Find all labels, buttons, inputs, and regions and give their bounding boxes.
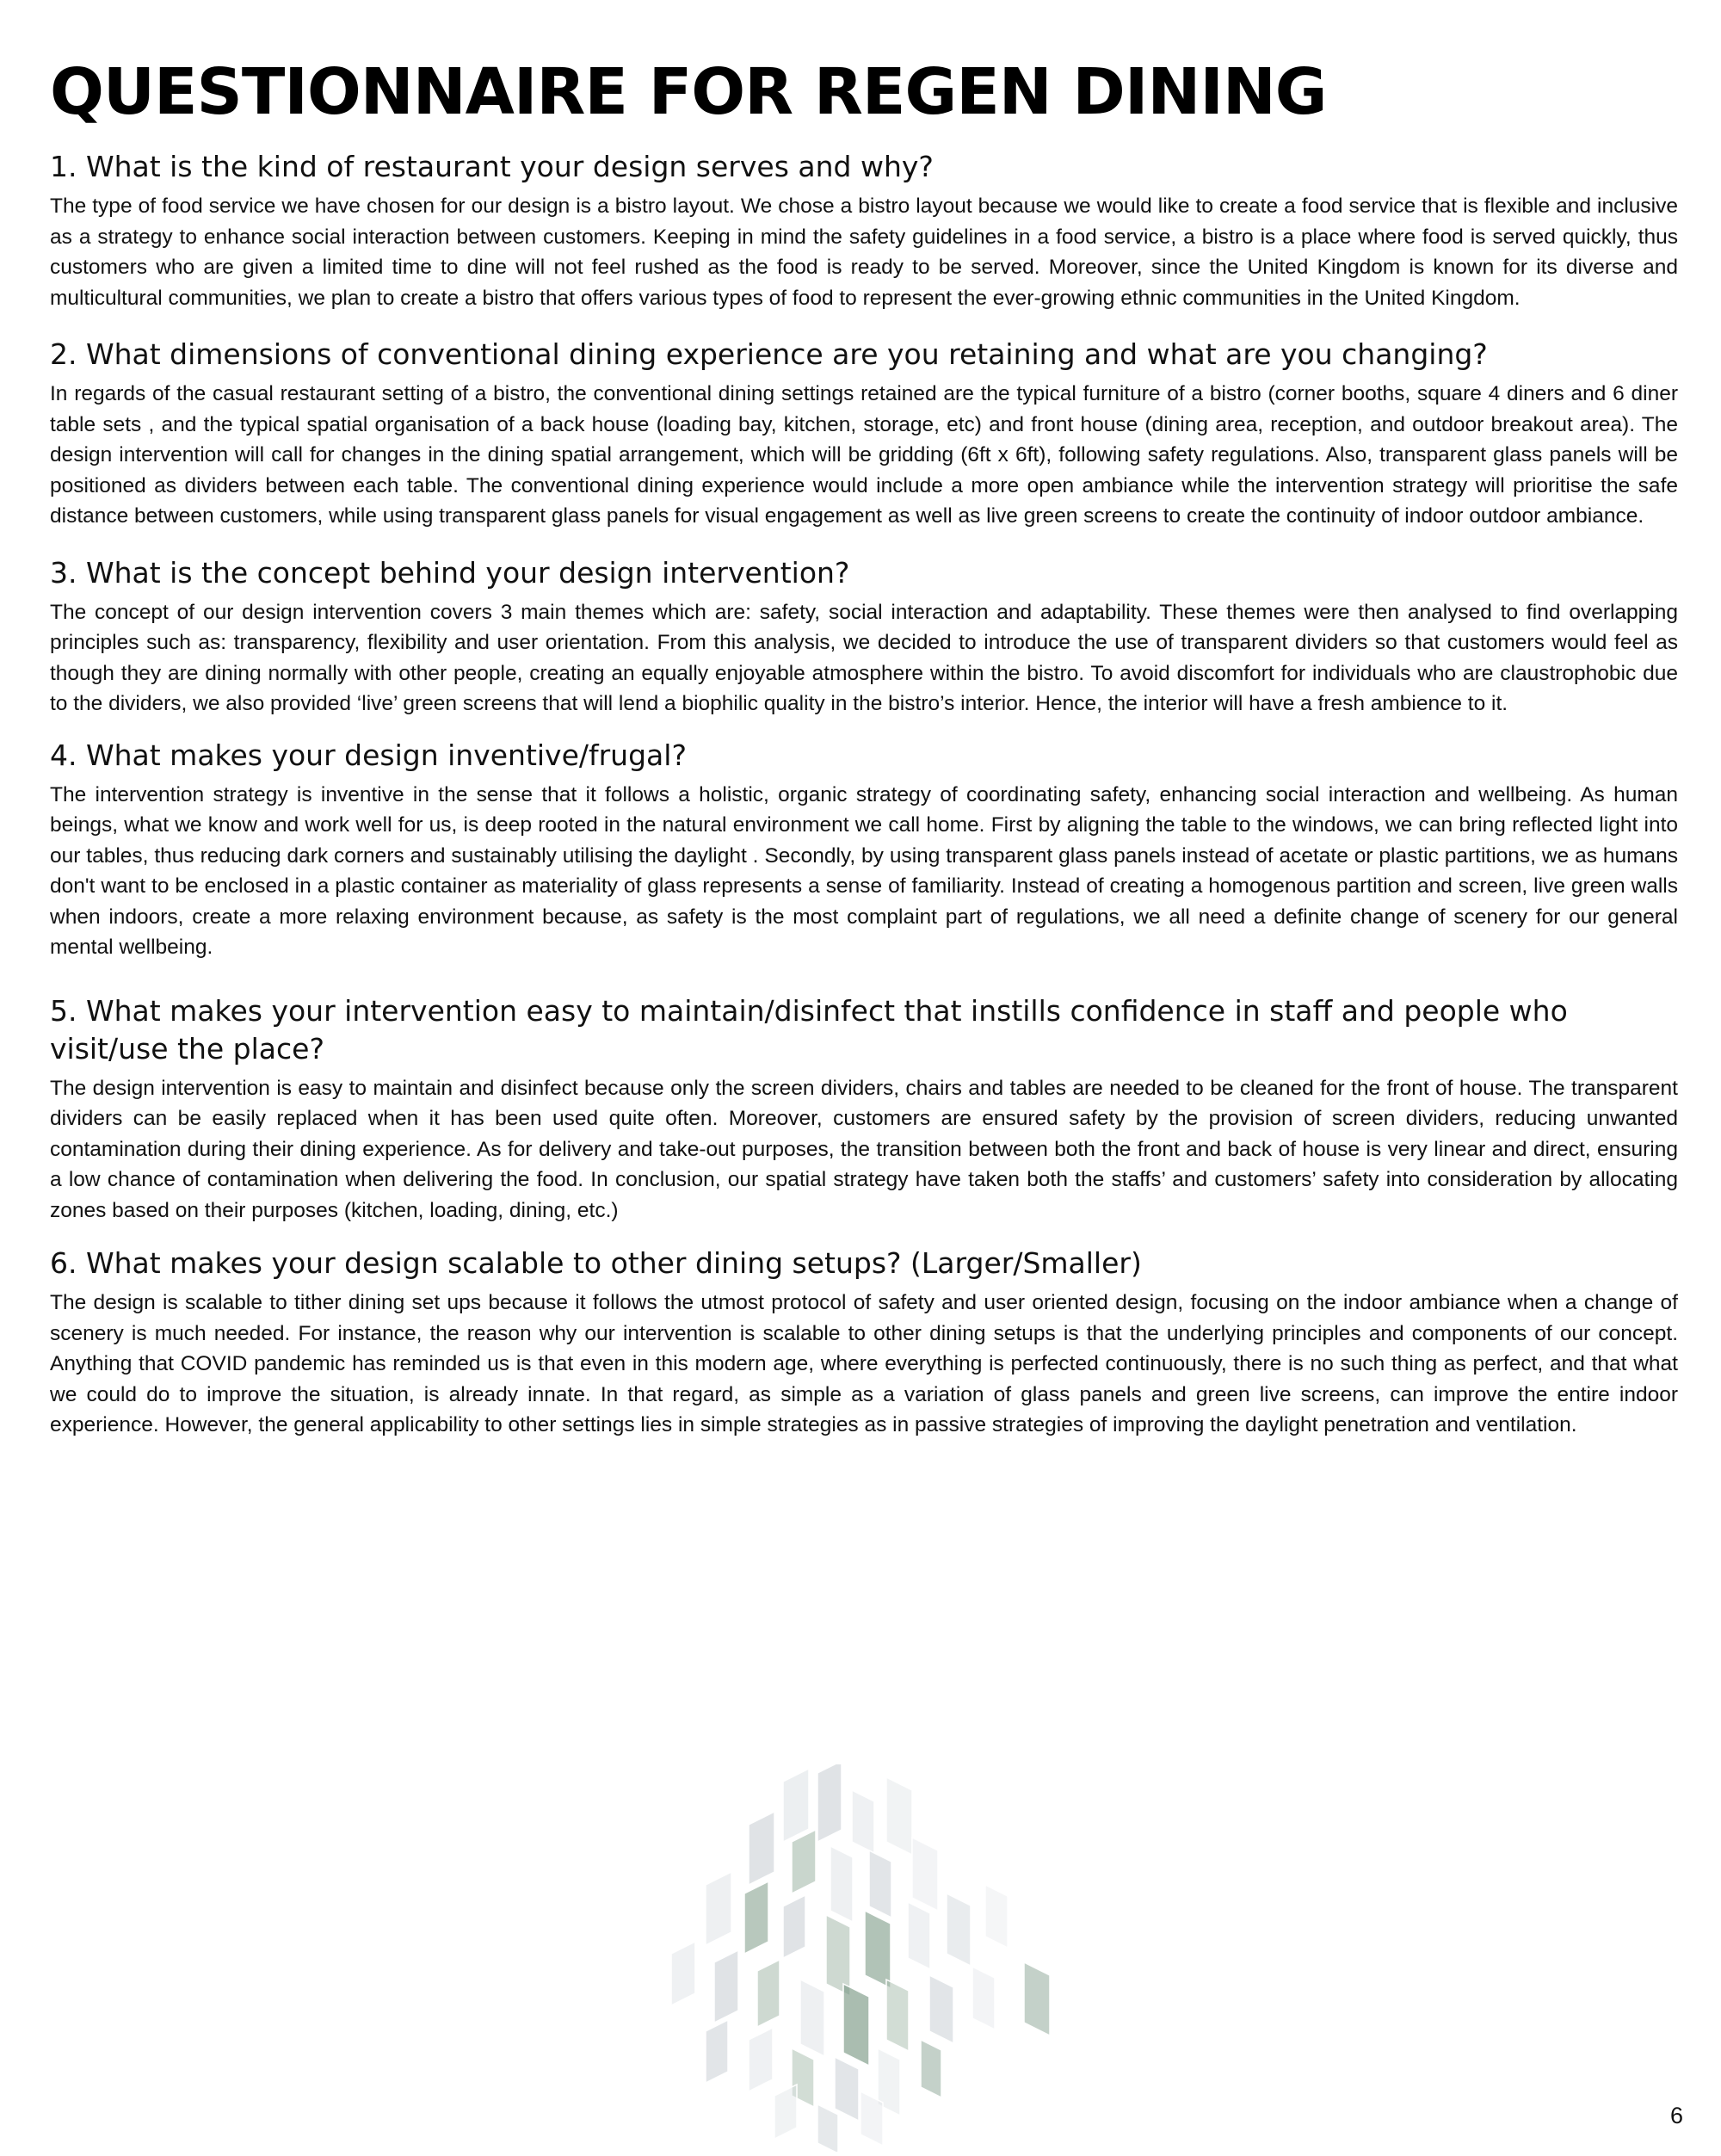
illustration-panel [972,1967,995,2029]
answer-paragraph: The intervention strategy is inventive in the sense that it follows a holistic, organic strategy of coordinating safety, enhancing social interaction and wellbeing. As human beings, what we know and work well for us, is deep rooted in the natural environment we call home. First by aligning the table to the windows, we can bring reflected light into our tables, thus reducing dark corners and sustainably utilising the daylight . Secondly, by using transparent glass panels instead of acetate or plastic partitions, we as humans don't want to be enclosed in a plastic container as materiality of glass represents a sense of familiarity. Instead of creating a homogenous partition and screen, live green walls when indoors, create a more relaxing environment because, as safety is the most complaint part of regulations, we all need a definite change of scenery for our general mental wellbeing. [50,782,1678,959]
illustration-panel [843,1984,869,2066]
illustration-panel [783,1769,809,1842]
question-heading: 5. What makes your intervention easy to maintain/disinfect that instills confidence in staff and people who visit/use the place? [50,993,1568,1066]
illustration-panel [912,1838,938,1911]
illustration-panel [947,1893,971,1966]
illustration-panel [929,1975,953,2043]
answer-paragraph: The design is scalable to tither dining set ups because it follows the utmost protocol of safety and user oriented design, focusing on the indoor ambiance when a change of scenery is much needed. For instance, the reason why our intervention is scalable to other dining setups is that the underlying principles and components of our concept. Anything that COVID pandemic has reminded us is that even in this modern age, where everything is perfected continuously, there is no such thing as perfect, and that what we could do to improve the situation, is already innate. In that regard, as simple as a variation of glass panels and green live screens, can improve the entire indoor experience. However, the general applicability to other settings lies in simple strategies as in passive strategies of improving the daylight penetration and ventilation. [50,1291,1678,1436]
question-section-6 [50,1245,1678,1441]
illustration-panel [749,2028,773,2091]
illustration-panel [817,2104,838,2152]
illustration-panel [671,1942,695,2005]
question-heading: 6. What makes your design scalable to other dining setups? (Larger/Smaller) [50,1246,1142,1280]
illustration-panel [985,1885,1008,1948]
illustration-panel [783,1895,805,1958]
illustration-panel [817,1764,842,1842]
illustration-panel [706,2020,728,2083]
illustration-panel [706,1872,731,1945]
question-heading: 2. What dimensions of conventional dining experience are you retaining and what are you changing? [50,337,1488,371]
question-section-1 [50,148,1678,313]
illustration-panel [749,1812,774,1885]
illustration-panel [774,2085,797,2139]
question-heading: 3. What is the concept behind your design intervention? [50,555,850,590]
question-section-4 [50,737,1678,963]
illustration-panel [908,1902,930,1969]
glass-panel-green-screen-illustration [654,1764,1101,2152]
illustration-panel [886,1980,909,2051]
question-section-2 [50,336,1678,532]
question-section-5 [50,992,1678,1226]
illustration-panel [744,1881,768,1954]
illustration-panel [865,1911,891,1988]
question-section-3 [50,554,1678,720]
illustration-panel [852,1790,874,1853]
illustration-panel [714,1950,738,2023]
illustration-panel [792,1830,816,1893]
illustration-panel [835,2057,859,2121]
illustration-panel [886,1777,912,1855]
illustration-panel [921,2040,941,2097]
illustration-panel [869,1850,891,1918]
page-number: 6 [1669,2103,1683,2128]
answer-paragraph: The concept of our design intervention covers 3 main themes which are: safety, social interaction and adaptability. These themes were then analysed to find overlapping principles such as: transparency, flexibility and user orientation. From this analysis, we decided to introduce the use of transparent dividers so that customers would feel as though they are dining normally with other people, creating an equally enjoyable atmosphere within the bistro. To avoid discomfort for individuals who are claustrophobic due to the dividers, we also provided ‘live’ green screens that will lend a biophilic quality in the bistro’s interior. Hence, the interior will have a fresh ambience to it. [50,600,1678,715]
illustration-panel [826,1915,850,1996]
question-heading: 1. What is the kind of restaurant your design serves and why? [50,150,934,183]
document-page [50,0,1678,1441]
document-title: QUESTIONNAIRE FOR REGEN DINING [50,55,1327,129]
answer-paragraph: The design intervention is easy to maintain and disinfect because only the screen dividers, chairs and tables are needed to be cleaned for the front of house. The transparent dividers can be easily replaced when it has been used quite often. Moreover, customers are ensured safety by the provision of screen dividers, reducing unwanted contamination during their dining experience. As for delivery and take-out purposes, the transition between both the front and back of house is very linear and direct, ensuring a low chance of contamination when delivering the food. In conclusion, our spatial strategy have taken both the staffs’ and customers’ safety into consideration by allocating zones based on their purposes (kitchen, loading, dining, etc.) [50,1076,1678,1222]
answer-paragraph: In regards of the casual restaurant setting of a bistro, the conventional dining settings retained are the typical furniture of a bistro (corner booths, square 4 diners and 6 diner table sets , and the typical spatial organisation of a back house (loading bay, kitchen, storage, etc) and front house (dining area, reception, and outdoor breakout area). The design intervention will call for changes in the dining spatial arrangement, which will be gridding (6ft x 6ft), following safety regulations. Also, transparent glass panels will be positioned as dividers between each table. The conventional dining experience would include a more open ambiance while the intervention strategy will prioritise the safe distance between customers, while using transparent glass panels for visual engagement as well as live green screens to create the continuity of indoor outdoor ambiance. [50,382,1678,528]
illustration-panel [757,1960,780,2027]
illustration-panel [800,1980,824,2056]
answer-paragraph: The type of food service we have chosen for our design is a bistro layout. We chose a bistro layout because we would like to create a food service that is flexible and inclusive as a strategy to enhance social interaction between customers. Keeping in mind the safety guidelines in a food service, a bistro is a place where food is served quickly, thus customers who are given a limited time to dine will not feel rushed as the food is ready to be served. Moreover, since the United Kingdom is known for its diverse and multicultural communities, we plan to create a bistro that offers various types of food to represent the ever-growing ethnic communities in the United Kingdom. [50,195,1678,310]
illustration-panel [1024,1962,1050,2036]
question-heading: 4. What makes your design inventive/frugal? [50,738,687,772]
illustration-panel [830,1846,853,1922]
